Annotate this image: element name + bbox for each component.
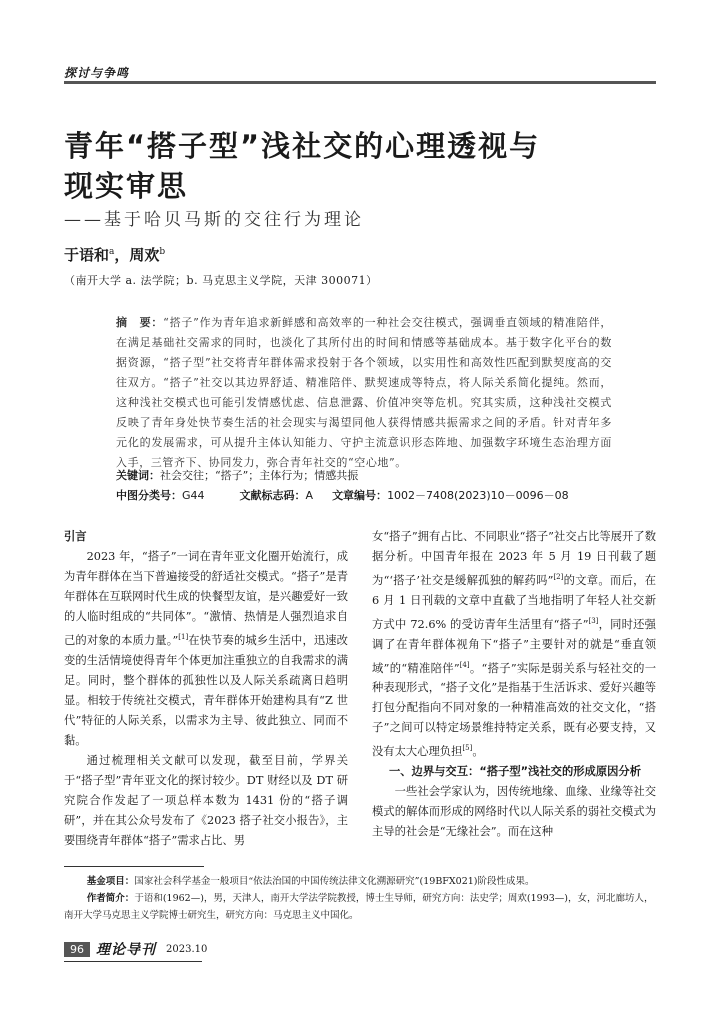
clc-value: G44 bbox=[182, 489, 205, 502]
paragraph: 通过梳理相关文献可以发现，截至目前，学界关于“搭子型”青年亚文化的探讨较少。DT 财经以及 DT 研究院合作发起了一项总样本数为 1431 份的“搭子调研”，并在其公众号发布了《2023 搭子社交小报告》，主要围绕青年群体“搭子”需求占比、男 bbox=[64, 753, 348, 847]
author-2: 周欢 bbox=[129, 246, 160, 264]
footnotes bbox=[64, 873, 656, 924]
keywords-label: 关键词： bbox=[116, 469, 160, 482]
author-separator: ， bbox=[114, 246, 130, 264]
article-number-value: 1002－7408(2023)10－0096－08 bbox=[387, 489, 569, 502]
citation-ref: [4] bbox=[459, 660, 470, 669]
header-rule bbox=[64, 81, 656, 84]
doc-code-value: A bbox=[305, 489, 314, 502]
abstract-text: “搭子”作为青年追求新鲜感和高效率的一种社会交往模式，强调垂直领域的精准陪伴，在满足基础社交需求的同时，也淡化了其所付出的时间和情感等基础成本。基于数字化平台的数据资源，“搭子型”社交将青年群体需求投射于各个领域，以实用性和高效性匹配到默契度高的交往双方。“搭子”社交以其边界舒适、精准陪伴、默契速成等特点，将人际关系简化提纯。然而，这种浅社交模式也可能引发情感忧虑、信息泄露、价值冲突等危机。究其实质，这种浅社交模式反映了青年身处快节奏生活的社会现实与渴望同他人获得情感共振需求之间的矛盾。针对青年多元化的发展需求，可从提升主体认知能力、守护主流意识形态阵地、加强数字环境生态治理方面入手，三管齐下、协同发力，弥合青年社交的“空心地”。 bbox=[116, 316, 612, 469]
clc-label: 中图分类号： bbox=[116, 489, 182, 502]
citation-ref: [3] bbox=[588, 616, 599, 625]
page-number: 96 bbox=[64, 942, 90, 957]
author-2-affil-mark: b bbox=[159, 247, 166, 257]
footer-rule bbox=[64, 961, 202, 962]
body-column-right bbox=[372, 527, 656, 842]
section-heading: 一、边界与交互：“搭子型”浅社交的形成原因分析 bbox=[388, 765, 642, 779]
fund-note: 基金项目：国家社会科学基金一般项目“依法治国的中国传统法律文化溯源研究”(19BFX021)阶段性成果。 bbox=[86, 876, 535, 887]
paragraph: 2023 年，“搭子”一词在青年亚文化圈开始流行，成为青年群体在当下普遍接受的舒适社交模式。“搭子”是青年群体在互联网时代生成的快餐型友谊，是兴趣爱好一致的人临时组成的“共同体”。“激情、热情是人强烈追求自己的对象的本质力量。”[1]在快节奏的城乡生活中，迅速改变的生活情境使得青年个体更加注重独立的自我需求的满足。同时，整个群体的孤独性以及人际关系疏离日趋明显。相较于传统社交模式，青年群体开始建构具有“Z 世代”特征的人际关系，以需求为主导、彼此独立、同而不黏。 bbox=[64, 550, 348, 747]
authors bbox=[64, 244, 165, 265]
footnote-rule bbox=[64, 866, 204, 867]
article-title-line1: 青年“搭子型”浅社交的心理透视与 bbox=[64, 129, 541, 163]
citation-ref: [1] bbox=[178, 633, 189, 641]
intro-heading: 引言 bbox=[64, 530, 87, 543]
classification-line bbox=[116, 487, 569, 503]
page-footer bbox=[64, 939, 207, 959]
keywords bbox=[116, 467, 358, 483]
section-tag: 探讨与争鸣 bbox=[64, 66, 130, 80]
doc-code-label: 文献标志码： bbox=[239, 489, 306, 502]
affiliation: （南开大学 a. 法学院；b. 马克思主义学院，天津 300071） bbox=[64, 274, 378, 287]
citation-ref: [5] bbox=[462, 744, 473, 753]
article-subtitle: ——基于哈贝马斯的交往行为理论 bbox=[64, 210, 364, 230]
abstract-label: 摘 要： bbox=[116, 316, 164, 329]
body-column-left bbox=[64, 527, 348, 851]
article-title-line2: 现实审思 bbox=[64, 169, 189, 203]
paragraph: 一些社会学家认为，因传统地缘、血缘、业缘等社交模式的解体而形成的网络时代以人际关系的弱社交模式为主导的社会是“无缘社会”。而在这种 bbox=[372, 785, 656, 839]
paragraph: 女“搭子”拥有占比、不同职业“搭子”社交占比等展开了数据分析。中国青年报在 2023 年 5 月 19 日刊载了题为“‘搭子’社交是缓解孤独的解药吗”[2]的文章。而后，在 6 月 1 日刊载的文章中直截了当地指明了年轻人社交新方式中 72.6% 的受访青年生活里有“搭子”[3]，同时还强调了在青年群体视角下“搭子”主要针对的就是“垂直领域”的“精准陪伴”[4]。“搭子”实际是弱关系与轻社交的一种表现形式，“搭子文化”是指基于生活诉求、爱好兴趣等打包分配指向不同对象的一种精准高效的社交文化，“搭子”之间可以特定场景维持特定关系，既有必要支持，又没有太大心理负担[5]。 bbox=[372, 530, 656, 759]
journal-name: 理论导刊 bbox=[96, 942, 156, 958]
abstract bbox=[116, 313, 612, 473]
citation-ref: [2] bbox=[553, 573, 564, 581]
author-1-affil-mark: a bbox=[109, 247, 115, 257]
author-bio: 作者简介：于语和(1962—)，男，天津人，南开大学法学院教授，博士生导师，研究方向：法史学；周欢(1993—)，女，河北廊坊人，南开大学马克思主义学院博士研究生，研究方向：马克思主义中国化。 bbox=[64, 893, 654, 921]
article-number-label: 文章编号： bbox=[332, 489, 388, 502]
issue-date: 2023.10 bbox=[166, 943, 208, 955]
keywords-text: 社会交往；“搭子”；主体行为；情感共振 bbox=[160, 469, 359, 482]
author-1: 于语和 bbox=[64, 246, 110, 264]
